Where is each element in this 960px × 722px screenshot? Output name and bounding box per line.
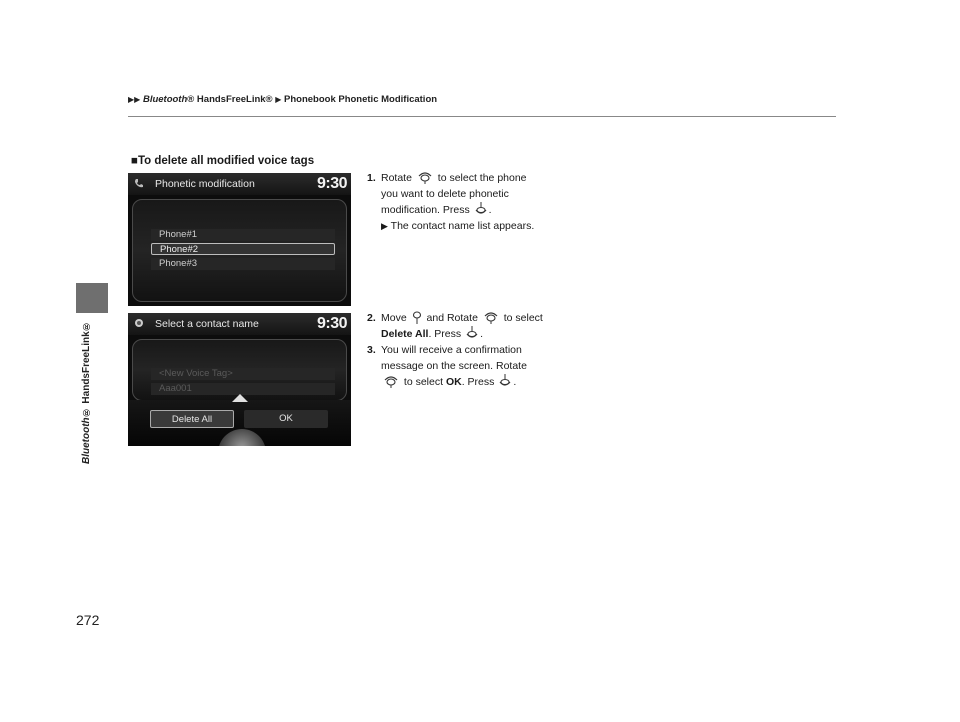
contact-item-new-voice-tag[interactable]: <New Voice Tag> [151,368,335,380]
rotate-knob-icon [383,374,399,388]
press-knob-icon [499,374,511,388]
contact-item[interactable]: Aaa001 [151,383,335,395]
select-contact-screen [128,313,351,446]
press-knob-icon [466,326,478,340]
step-1: 1. Rotate to select the phone you want to delete phonetic modification. Press . ▶ The contact name list appears. [367,170,587,234]
chapter-label: Bluetooth® HandsFreeLink® [81,320,92,464]
step-3: 3. You will receive a confirmation message on the screen. Rotate to select OK. Press . [367,344,527,388]
home-dot-icon [134,318,144,328]
section-title: ■To delete all modified voice tags [131,155,315,167]
step-number: 2. [367,312,376,324]
step-number: 3. [367,344,376,356]
breadcrumb [128,94,437,105]
phonetic-modification-screen [128,173,351,306]
move-knob-icon [412,310,422,324]
result-arrow-icon: ▶ [381,221,388,231]
phone-item-2[interactable]: Phone#2 [151,243,335,255]
press-knob-icon [475,202,487,216]
phone-icon [134,178,144,188]
breadcrumb-arrow-icon: ▶▶ [128,95,141,104]
screen-title: Phonetic modification [155,178,255,190]
rotate-knob-icon [417,170,433,184]
breadcrumb-item-suffix: ® HandsFreeLink® [187,94,273,105]
breadcrumb-arrow-icon: ▶ [275,95,282,104]
page-number: 272 [76,612,100,628]
delete-all-button[interactable]: Delete All [150,410,234,428]
phone-item-3[interactable]: Phone#3 [151,258,335,270]
step-number: 1. [367,172,376,184]
screen-clock: 9:30 [316,175,347,192]
phone-item-1[interactable]: Phone#1 [151,229,335,241]
screen-header [128,313,351,335]
breadcrumb-item-bluetooth: Bluetooth [142,94,188,105]
screen-clock: 9:30 [316,315,347,332]
up-arrow-icon [232,394,248,402]
rotate-knob-icon [483,310,499,324]
screen-header [128,173,351,195]
screen-title: Select a contact name [155,318,259,330]
chapter-tab-marker [76,283,108,313]
step-2: 2. Move and Rotate to select Delete All. Press . 3. You will receive a confirmation message on the screen. Rotate to select OK. Press . [367,310,587,390]
ok-button[interactable]: OK [244,410,328,428]
breadcrumb-item-current: Phonebook Phonetic Modification [284,94,438,105]
step-result: ▶ The contact name list appears. [381,220,535,232]
header-divider [128,116,836,117]
